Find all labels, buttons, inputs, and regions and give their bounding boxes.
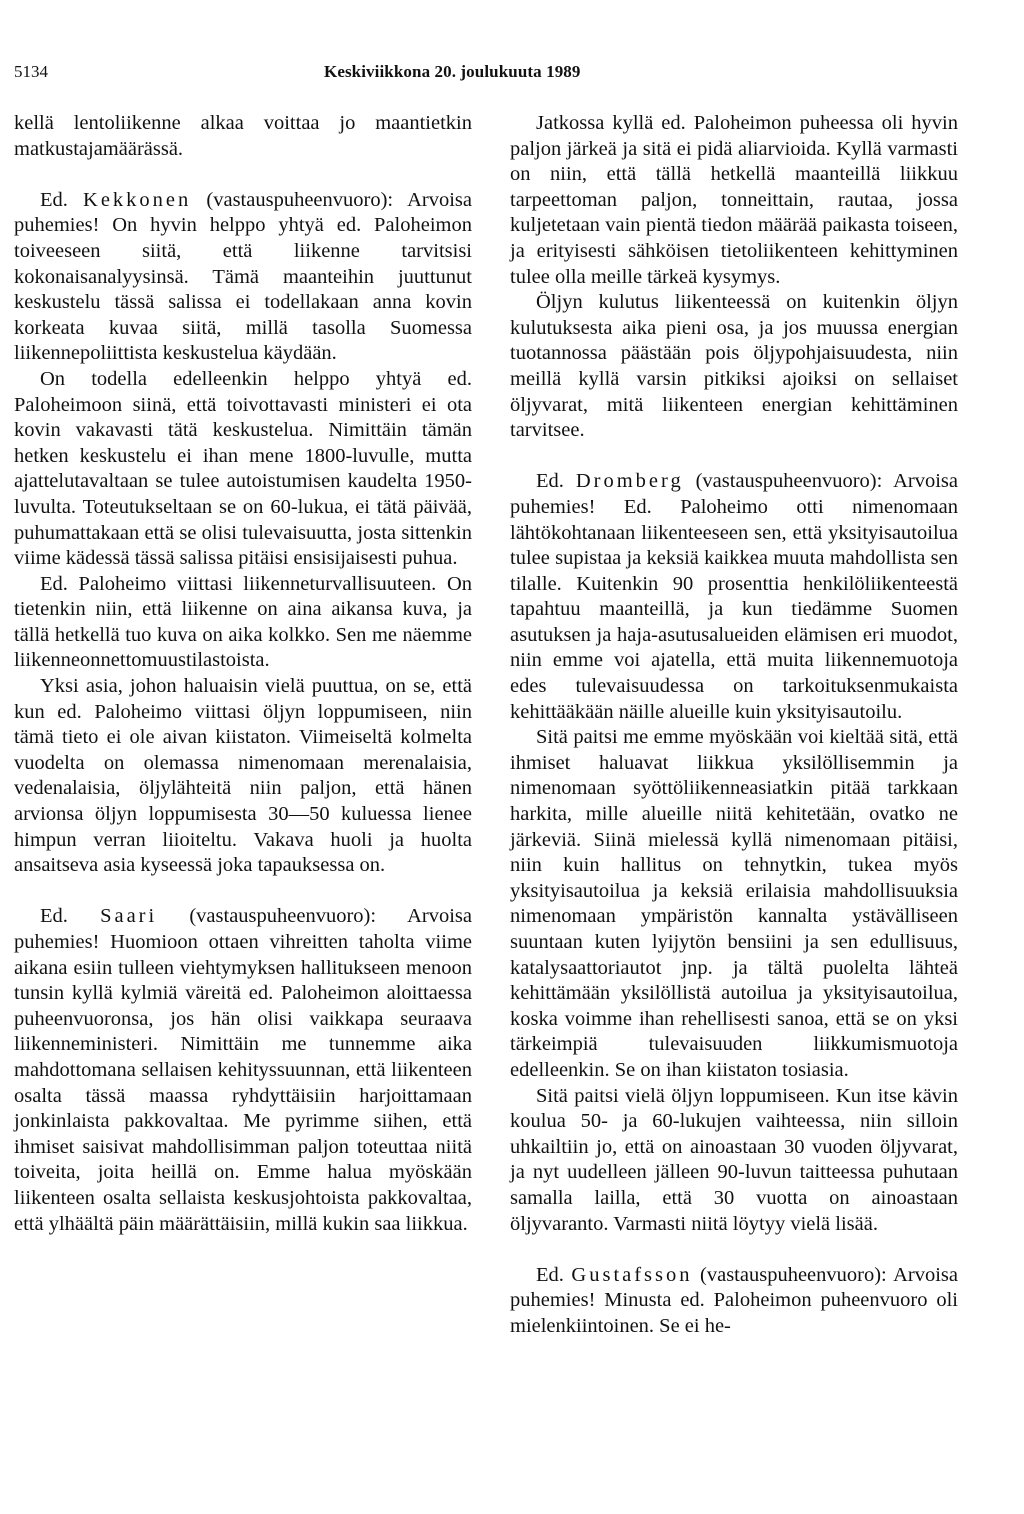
speech-text: (vastauspuheenvuoro): Arvoisa puhemies! Minusta ed. Paloheimon puheenvuoro oli mielenkiintoinen. Se ei he-	[510, 1263, 959, 1337]
speech-kekkonen	[14, 188, 472, 367]
right-column	[510, 111, 958, 1340]
title-abbrev: Ed.	[536, 470, 564, 493]
title-abbrev: Ed.	[536, 1263, 564, 1286]
speech-dromberg	[510, 469, 958, 725]
title-abbrev: Ed.	[40, 188, 68, 211]
paragraph: Sitä paitsi me emme myöskään voi kieltää sitä, että ihmiset haluavat liikkua yksilöllisemmin ja nimenomaan syöttöliikenneasiatkin pitää tarkkaan harkita, mille alueille niitä kehitetään, ovatko ne järkeviä. Siinä mielessä kyllä nimenomaan pitäisi, niin kuin hallitus on tehnytkin, tukea myös yksityisautoilua ja keksiä erilaisia mahdollisuuksia nimenomaan ympäristön kannalta ystävälliseen suuntaan kuten lyijytön bensiini ja sen edullisuus, katalysaattoriautot jnp. ja tältä puolelta lähteä kehittämään yksilöllistä autoilua ja yksityisautoilua, koska voimme ihan rehellisesti sanoa, että se on yksi tärkeimpiä tulevaisuuden liikkumismuotoja edelleenkin. Se on ihan kiistaton tosiasia.	[510, 726, 958, 1081]
page-header	[0, 62, 1024, 88]
speech-text: (vastauspuheenvuoro): Arvoisa puhemies! On hyvin helppo yhtyä ed. Paloheimon toiveeseen siitä, että liikenne tarvitsisi kokonaisanalyysinsä. Tämä maanteihin juuttunut keskustelu tässä salissa ei todellakaan anna kovin korkeata kuvaa siitä, millä tasolla Suomessa liikennepoliittista keskustelua käydään.	[14, 188, 472, 365]
title-abbrev: Ed.	[40, 905, 68, 928]
speaker-name: Dromberg	[575, 470, 684, 493]
paragraph: Jatkossa kyllä ed. Paloheimon puheessa oli hyvin paljon järkeä ja sitä ei pidä aliarvioida. Kyllä varmasti on niin, että tällä hetkellä maanteillä liikkuu tarpeettoman paljon, tonneittain, rautaa, jossa kuljetetaan vain pientä tiedon määrää paikasta toiseen, ja erityisesti sähköisen tietoliikenteen kehittyminen tulee olla meille tärkeä kysymys.	[510, 112, 958, 288]
left-column	[14, 111, 472, 1237]
paragraph: kellä lentoliikenne alkaa voittaa jo maantietkin matkustajamäärässä.	[14, 112, 472, 160]
paragraph: On todella edelleenkin helppo yhtyä ed. Paloheimoon siinä, että toivottavasti ministeri ei ota kovin vakavasti tätä keskustelua. Nimittäin tämän hetken keskustelu ei ihan mene 1800-luvulle, mutta ajattelutavaltaan se tulee autoistumisen kaudelta 1950-luvulta. Toteutukseltaan se on 60-lukua, ei tätä päivää, puhumattakaan että se olisi tulevaisuutta, josta sittenkin viime kädessä tässä salissa pitäisi ensisijaisesti puhua.	[14, 367, 472, 570]
speech-gustafsson	[510, 1263, 958, 1340]
session-date: Keskiviikkona 20. joulukuuta 1989	[324, 62, 581, 81]
paragraph: Yksi asia, johon haluaisin vielä puuttua, on se, että kun ed. Paloheimo viittasi öljyn loppumiseen, niin tämä tieto ei ole aivan kiistaton. Viimeiseltä kolmelta vuodelta on olemassa nimenomaan merenalaisia, vedenalaisia, öljylähteitä niin paljon, että hänen arvionsa öljyn loppumisesta 30—50 kuluessa lienee himpun verran liioiteltu. Vakava huoli ja huolta ansaitseva asia kyseessä joka tapauksessa on.	[14, 675, 472, 877]
paragraph: Ed. Paloheimo viittasi liikenneturvallisuuteen. On tietenkin niin, että liikenne on aina aikansa kuva, ja tällä hetkellä tuo kuva on aika kolkko. Sen me näemme liikenneonnettomuustilastoista.	[14, 572, 472, 672]
paragraph: Öljyn kulutus liikenteessä on kuitenkin öljyn kulutuksesta aika pieni osa, ja jos muussa energian tuotannossa päästään pois öljypohjaisuudesta, niin meillä kyllä varsin pitkiksi ajoiksi on sellaiset öljyvarat, mitä liikenteen energian kehittäminen tarvitsee.	[510, 291, 958, 442]
paragraph: Sitä paitsi vielä öljyn loppumiseen. Kun itse kävin koulua 50- ja 60-lukujen vaihteessa, niin silloin uhkailtiin jo, että on ainoastaan 30 vuoden öljyvarat, ja nyt uudelleen jälleen 90-luvun taitteessa puhutaan samalla lailla, että 30 vuotta on ainoastaan öljyvaranto. Varmasti niitä löytyy vielä lisää.	[510, 1084, 958, 1235]
speaker-name: Gustafsson	[571, 1263, 693, 1286]
speech-saari	[14, 904, 472, 1237]
speech-text: (vastauspuheenvuoro): Arvoisa puhemies! Ed. Paloheimo otti nimenomaan lähtökohtanaan liikenteeseen sen, että yksityisautoilua tulee supistaa ja keksiä kaikkea muuta mahdollista sen tilalle. Kuitenkin 90 prosenttia henkilöliikenteestä tapahtuu maanteillä, ja kun tiedämme Suomen asutuksen ja haja-asutusalueiden elämisen eri muodot, niin emme voi ajatella, että muita liikennemuotoja edes tulevaisuudessa on tarkoituksenmukaista kehittääkään näille alueille kuin yksityisautoilu.	[510, 470, 959, 723]
speaker-name: Saari	[100, 905, 158, 928]
page-number: 5134	[14, 62, 48, 81]
speech-text: (vastauspuheenvuoro): Arvoisa puhemies! Huomioon ottaen vihreitten taholta viime aikana esiin tulleen viehtymyksen hallitukseen menoon tunsin kyllä kylmiä väreitä ed. Paloheimon aloittaessa puheenvuoronsa, jos hän olisi vaikkapa seuraava liikenneministeri. Nimittäin me tunnemme aika mahdottomana sellaisen kehityssuunnan, että liikenteen osalta tässä maassa ryhdyttäisiin harjoittamaan jonkinlaista pakkovaltaa. Me pyrimme siihen, että ihmiset saisivat mahdollisimman paljon toteuttaa niitä toiveita, joita heillä on. Emme halua myöskään liikenteen osalta sellaista keskusjohtoista pakkovaltaa, että ylhäältä päin määrättäisiin, millä kukin saa liikkua.	[14, 905, 472, 1235]
speaker-name: Kekkonen	[83, 188, 192, 211]
